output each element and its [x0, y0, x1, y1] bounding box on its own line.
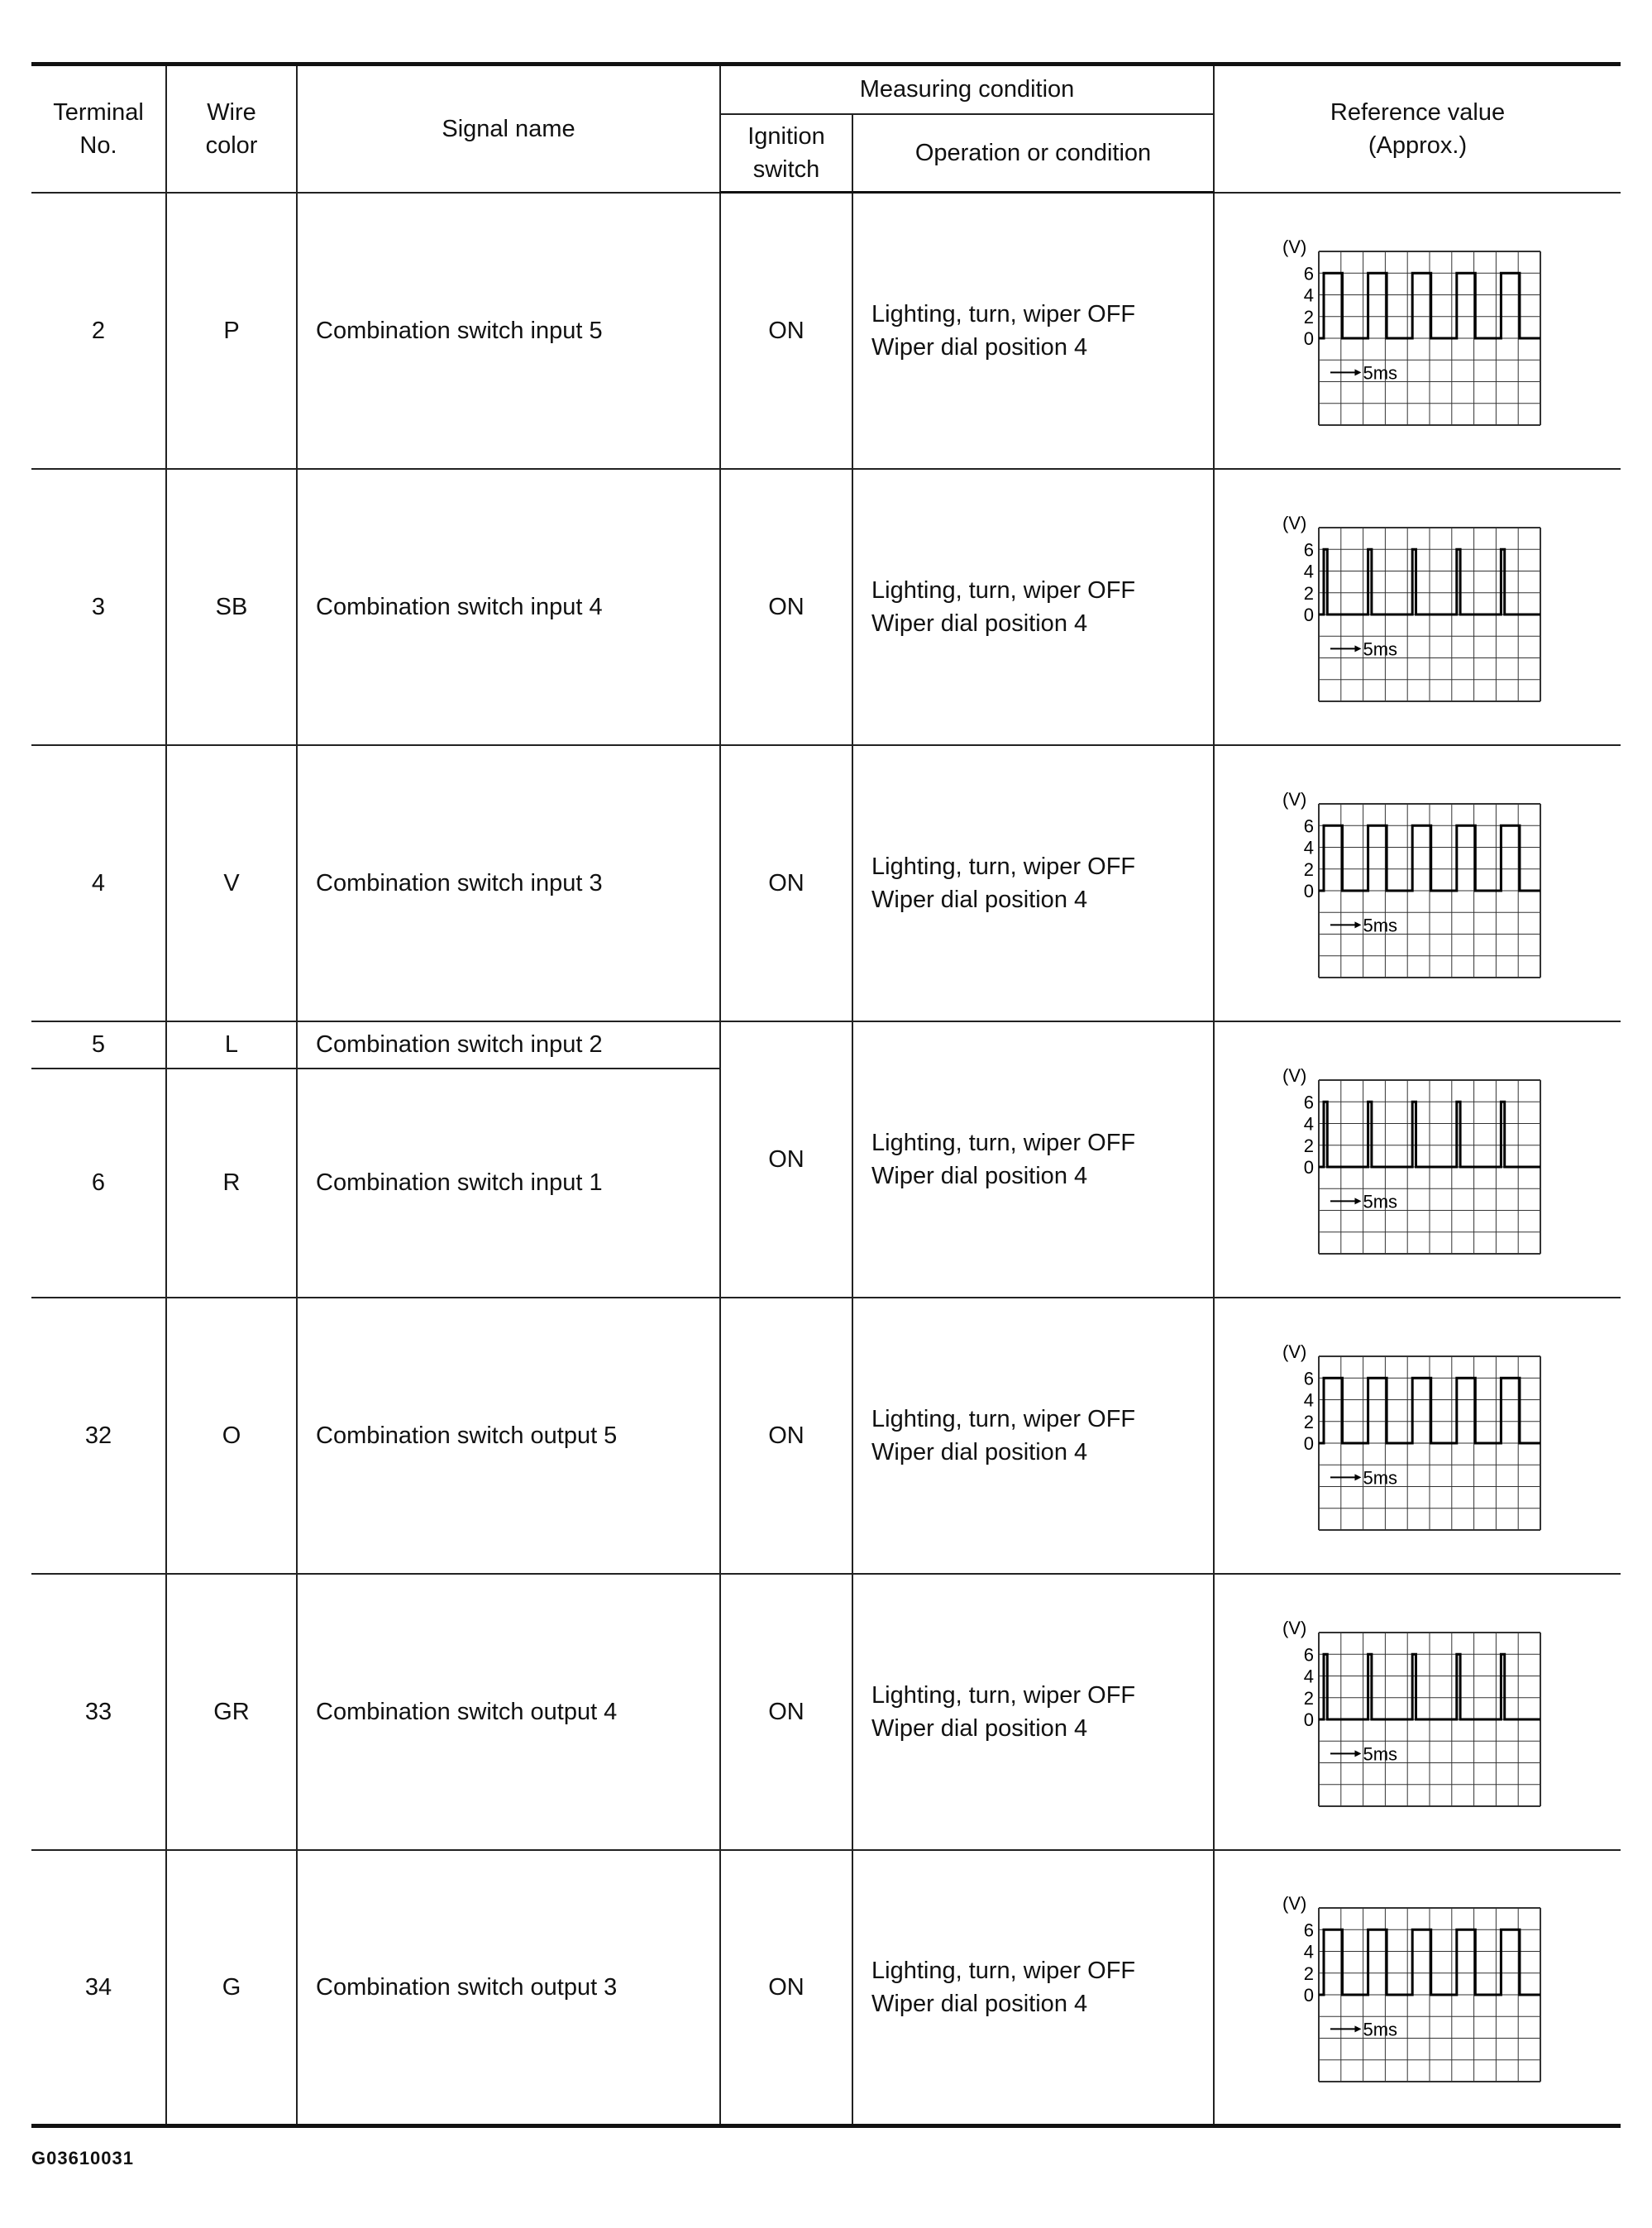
- terminal-number: 3: [31, 469, 166, 745]
- wire-color: SB: [166, 469, 297, 745]
- waveform-chart: [1277, 784, 1559, 983]
- reference-waveform-cell: [1214, 469, 1621, 745]
- header-measuring-condition: Measuring condition: [720, 65, 1214, 114]
- table-row: [31, 469, 1621, 745]
- timebase-label: 5ms: [1362, 1190, 1397, 1212]
- y-tick-label: 0: [1303, 1156, 1314, 1178]
- arrow-head-icon: [1354, 645, 1361, 652]
- y-axis-unit: (V): [1282, 236, 1306, 257]
- operation-condition: Lighting, turn, wiper OFF Wiper dial position 4: [852, 745, 1214, 1021]
- terminal-number: 32: [31, 1298, 166, 1574]
- arrow-head-icon: [1354, 1474, 1361, 1480]
- signal-name: Combination switch input 1: [297, 1069, 720, 1298]
- y-tick-label: 6: [1303, 262, 1314, 284]
- y-tick-label: 4: [1303, 837, 1314, 858]
- arrow-head-icon: [1354, 369, 1361, 375]
- ignition-switch: ON: [720, 193, 852, 469]
- header-terminal: Terminal No.: [31, 65, 166, 193]
- y-tick-label: 0: [1303, 328, 1314, 349]
- y-tick-label: 6: [1303, 815, 1314, 836]
- reference-waveform-cell: [1214, 745, 1621, 1021]
- waveform-chart: [1277, 1060, 1559, 1259]
- arrow-head-icon: [1354, 1198, 1361, 1204]
- y-tick-label: 2: [1303, 306, 1314, 328]
- header-operation-condition: Operation or condition: [852, 114, 1214, 193]
- wire-color: R: [166, 1069, 297, 1298]
- header-ignition-switch: Ignition switch: [720, 114, 852, 193]
- reference-waveform-cell: [1214, 1850, 1621, 2126]
- signal-name: Combination switch output 4: [297, 1574, 720, 1850]
- timebase-label: 5ms: [1362, 361, 1397, 383]
- reference-waveform-cell: [1214, 1574, 1621, 1850]
- operation-condition: Lighting, turn, wiper OFF Wiper dial position 4: [852, 469, 1214, 745]
- operation-condition: Lighting, turn, wiper OFF Wiper dial position 4: [852, 1574, 1214, 1850]
- y-axis-unit: (V): [1282, 1064, 1306, 1086]
- y-tick-label: 2: [1303, 1135, 1314, 1156]
- signal-name: Combination switch input 5: [297, 193, 720, 469]
- wire-color: O: [166, 1298, 297, 1574]
- y-tick-label: 6: [1303, 1091, 1314, 1112]
- y-axis-unit: (V): [1282, 1341, 1306, 1362]
- y-axis-unit: (V): [1282, 512, 1306, 533]
- timebase-label: 5ms: [1362, 2019, 1397, 2040]
- terminal-number: 4: [31, 745, 166, 1021]
- waveform-chart: [1277, 508, 1559, 706]
- ignition-switch: ON: [720, 1574, 852, 1850]
- reference-waveform-cell: [1214, 1298, 1621, 1574]
- signal-name: Combination switch input 3: [297, 745, 720, 1021]
- wire-color: L: [166, 1021, 297, 1069]
- arrow-head-icon: [1354, 921, 1361, 928]
- operation-condition: Lighting, turn, wiper OFF Wiper dial position 4: [852, 1850, 1214, 2126]
- y-tick-label: 4: [1303, 1666, 1314, 1686]
- operation-condition: Lighting, turn, wiper OFF Wiper dial position 4: [852, 1298, 1214, 1574]
- waveform-chart: [1277, 1888, 1559, 2087]
- wire-color: G: [166, 1850, 297, 2126]
- terminal-number: 5: [31, 1021, 166, 1069]
- ignition-switch: ON: [720, 1021, 852, 1298]
- y-tick-label: 2: [1303, 1687, 1314, 1709]
- figure-code: G03610031: [31, 2148, 134, 2168]
- y-tick-label: 0: [1303, 1432, 1314, 1454]
- terminal-number: 6: [31, 1069, 166, 1298]
- header-reference-value: Reference value (Approx.): [1214, 65, 1621, 193]
- operation-condition: Lighting, turn, wiper OFF Wiper dial position 4: [852, 193, 1214, 469]
- signal-name: Combination switch input 2: [297, 1021, 720, 1069]
- timebase-label: 5ms: [1362, 638, 1397, 659]
- y-tick-label: 4: [1303, 1389, 1314, 1410]
- operation-condition: Lighting, turn, wiper OFF Wiper dial position 4: [852, 1021, 1214, 1298]
- y-tick-label: 4: [1303, 1113, 1314, 1134]
- table-row: [31, 1850, 1621, 2126]
- wire-color: V: [166, 745, 297, 1021]
- y-tick-label: 2: [1303, 1411, 1314, 1432]
- timebase-label: 5ms: [1362, 1743, 1397, 1764]
- table-row: [31, 745, 1621, 1021]
- y-tick-label: 6: [1303, 1367, 1314, 1389]
- y-tick-label: 0: [1303, 604, 1314, 625]
- y-tick-label: 4: [1303, 284, 1314, 305]
- timebase-label: 5ms: [1362, 1466, 1397, 1488]
- y-tick-label: 2: [1303, 582, 1314, 604]
- y-tick-label: 6: [1303, 1920, 1314, 1940]
- y-tick-label: 6: [1303, 1643, 1314, 1665]
- reference-waveform-cell: [1214, 193, 1621, 469]
- header-wire-color: Wire color: [166, 65, 297, 193]
- terminal-number: 34: [31, 1850, 166, 2126]
- y-tick-label: 2: [1303, 1963, 1314, 1984]
- y-tick-label: 0: [1303, 880, 1314, 901]
- header-signal-name: Signal name: [297, 65, 720, 193]
- y-axis-unit: (V): [1282, 1892, 1306, 1914]
- signal-name: Combination switch input 4: [297, 469, 720, 745]
- signal-name: Combination switch output 3: [297, 1850, 720, 2126]
- waveform-chart: [1277, 1336, 1559, 1535]
- waveform-chart: [1277, 1613, 1559, 1811]
- arrow-head-icon: [1354, 2025, 1361, 2032]
- reference-waveform-cell: [1214, 1021, 1621, 1298]
- ignition-switch: ON: [720, 469, 852, 745]
- y-tick-label: 0: [1303, 1709, 1314, 1730]
- table-row: [31, 1021, 1621, 1069]
- y-tick-label: 6: [1303, 538, 1314, 560]
- y-tick-label: 4: [1303, 1941, 1314, 1963]
- terminal-spec-table: [31, 62, 1621, 2128]
- y-axis-unit: (V): [1282, 788, 1306, 810]
- y-tick-label: 2: [1303, 858, 1314, 880]
- wire-color: GR: [166, 1574, 297, 1850]
- signal-name: Combination switch output 5: [297, 1298, 720, 1574]
- waveform-chart: [1277, 232, 1559, 430]
- y-axis-unit: (V): [1282, 1617, 1306, 1638]
- ignition-switch: ON: [720, 1298, 852, 1574]
- y-tick-label: 4: [1303, 561, 1314, 581]
- ignition-switch: ON: [720, 1850, 852, 2126]
- table-row: [31, 1574, 1621, 1850]
- ignition-switch: ON: [720, 745, 852, 1021]
- table-row: [31, 1298, 1621, 1574]
- timebase-label: 5ms: [1362, 914, 1397, 935]
- terminal-number: 2: [31, 193, 166, 469]
- arrow-head-icon: [1354, 1750, 1361, 1757]
- wire-color: P: [166, 193, 297, 469]
- y-tick-label: 0: [1303, 1984, 1314, 2006]
- table-row: [31, 193, 1621, 469]
- terminal-number: 33: [31, 1574, 166, 1850]
